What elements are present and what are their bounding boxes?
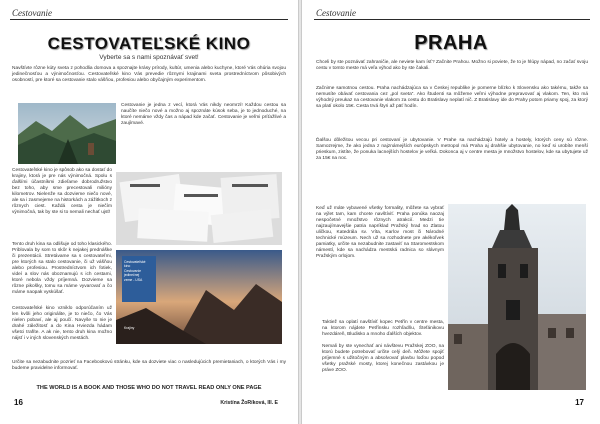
poster-caption-line: jedinečnej: [124, 273, 140, 278]
page-number: 16: [14, 398, 23, 407]
poster-caption-line: Cestovateľské: [124, 260, 146, 264]
paragraph-zoo: Nemali by ste vynechať ani návštevu Pražskej ZOO, na ktorú budete potrebovať určite celý deň. Môžete spojiť príjemné s užitočným a absolvovať plavbu loďou popod všetky pražské mosty, ktorej konečnou zastávkou je práve ZOO.: [322, 344, 444, 373]
article-subtitle: Vyberte sa s nami spoznávať svet!: [99, 54, 199, 61]
tickets-photo: [116, 172, 282, 245]
header-rule: [10, 19, 288, 20]
poster-photo: [116, 250, 282, 344]
left-page: [0, 0, 298, 424]
section-label: Cestovanie: [12, 8, 52, 18]
poster-caption-line: kino: [124, 264, 131, 269]
paragraph-travel-cinema: Cestovateľské kino je spôsob ako sa dostať do krajiny, ktorá je pre nás výnimočná. Spolu s ďalšími účastníkmi zdieľame dobrodružstvo bez toho, aby sme precestovali milióny kilometrov. Nielenže sa dozvieme niečo nové, ale sa i zasmejeme na historkách a zážitkoch z rôznych ciest. Každá cesta je niečím výnimočná, tak by ste si to nemali nechať ujsť!: [12, 168, 112, 215]
footer-quote: THE WORLD IS A BOOK AND THOSE WHO DO NOT TRAVEL READ ONLY ONE PAGE: [36, 385, 262, 391]
poster-footer-caption: Krajiny: [124, 326, 135, 330]
hiking-photo: [18, 103, 116, 164]
paragraph-cinema-difference: Tento druh kina sa odlišuje od toho klasického. Priblovala by som to skôr k nejakej prednáške či prezentácii. Stretávame sa s cestovateľmi, pre ktorých sa stalo cestovanie, či už vášňou alebo profesiou. Prostredníctvom ich fotiek, videí a slov nás oboznamujú s ich cestami, ktoré nebola vždy príjemná. Dozvieme sa rôzne pikošky, tomu sa máme vyvarovať a čo máme naopak vyskúšať.: [12, 242, 112, 295]
poster-caption: [124, 260, 156, 282]
poster-caption-line: Cestovanie: [124, 268, 141, 273]
prague-tower-photo: [448, 204, 586, 390]
page-number: 17: [575, 398, 584, 407]
paragraph-transport: Začnime samotnou cestou. Praha nachádzajúca sa v Českej republike je pomerne blízko k Slovensku ako takému, takže sa nemusíte obávať cestovania cez „pol sveta“. Ako študenti sa môžeme veľmi výhodne prepravovať aj vlakom. Ten, kto má výhodný preukaz na cestovanie vlakom za cestu do Bratislavy neplatí nič. Z Bratislavy ide do Prahy potom priamy spoj, za ktorý sa platí okolo 15€. Cesta trvá štyri až päť hodín.: [316, 86, 588, 109]
paragraph-recommendation: Cestovateľské kino vzniklo odporúčaním už len kvôli jeho originálite, je to niečo, čo Vás nielen pobaví, ale aj poučí. Navyše to nie je drahé záležitosť a do Kina Hviezda hádam všetci trafíte. A ak nie, tento druh kina možno nájsť i v iných slovenských mestách.: [12, 306, 112, 341]
section-label: Cestovanie: [316, 8, 356, 18]
paragraph-petrin: Taktiež sa oplatí navštíviť kopec Petřín v centre mesta, na ktorom nájdete Petřínsku rozhľadňu, Štefánikovu hvezdáreň, Bludisko a mnoho ďalších objektov.: [322, 320, 444, 337]
paragraph-why-travel: Cestovanie je jedna z vecí, ktorá Vás nikdy neomrzí! Každou cestou sa naučíte niečo nové a možno aj spoznáte kúsok seba, je to jednoduché, na ktoré nemáme vždy čas a nápad kde začať. Cestovanie je veľmi príťažlivé a zaujímavé.: [121, 103, 286, 126]
intro-paragraph: Navštívte rôzne kúty sveta z pohodlia domova a spoznajte krásy prírody, kultúr, umenia alebo kuchyne, ktoré Vás ohúria svojou jedinečnosťou a výnimočnosťou. Cestovateľské kino Vás prevedie rôznymi krajinami sveta prostredníctvom pôsobivých osobností, pre ktoré sa cestovanie stalo vášňou, profesiou alebo obyčajným experimentom.: [12, 66, 286, 83]
poster-caption-line: zeme - USA: [124, 277, 143, 282]
intro-paragraph: Chceli by ste poznávať zahraničie, ale neviete kam ísť? Začnite Prahou. Možno si poviete, že to je hlúpy nápad, no začať svoju cestu v tomto meste má veľa výhod ako by ste čakali.: [316, 60, 588, 71]
tickets-photo-art: [116, 172, 282, 245]
paragraph-facebook: Určite sa nezabudnite pozrieť na Facebookovú stránku, kde sa dozviete viac o nasledujúcich premietaniach, o ktorých Vás i my budeme pravidelne informovať.: [12, 360, 286, 371]
hiking-photo-art: [18, 103, 116, 164]
prague-tower-photo-art: [448, 204, 586, 390]
header-rule: [314, 19, 590, 20]
article-title: CESTOVATEĽSKÉ KINO: [47, 34, 251, 53]
paragraph-accommodation: Ďalšou dôležitou vecou pri cestovaní je ubytovanie. V Prahe sa nachádzajú hotely a hostely, ktorých ceny sú rôzne. Samozrejme, že ako jedna z najznámejších európskych metropol má Praha aj drahšie ubytovanie, no keď si urobíte menší prieskum, zistíte, že ponuka lacnejších hostelov je veľká. Dokonca aj v centre mesta je množstvo hostelov, kde sa ubytujete už za 15€ na noc.: [316, 138, 588, 161]
article-title: PRAHA: [414, 32, 488, 54]
right-page: [302, 0, 600, 424]
author-credit: Kristína ŽoRíková, III. E: [220, 400, 278, 406]
paragraph-attractions: Keď už máte vybavené všetky formality, môžete sa vybrať na výlet tam, kam chcete navštíviť. Praha ponúka naozaj nespočetné množstvo rôznych atrakcií. Medzi tie najzaujímavejšie patria napríklad Pražský hrad so Zlatou uličkou, Katedrála sv. Víta, Karlov most či Národné technické múzeum. Nech už sa rozhodnete pre akékoľvek pamiatky, určite sa nezabudnite zastaviť na Staromestskom námestí, kde sa nachádza mestská radnica so slávnym Pražským orlojom.: [316, 206, 444, 259]
